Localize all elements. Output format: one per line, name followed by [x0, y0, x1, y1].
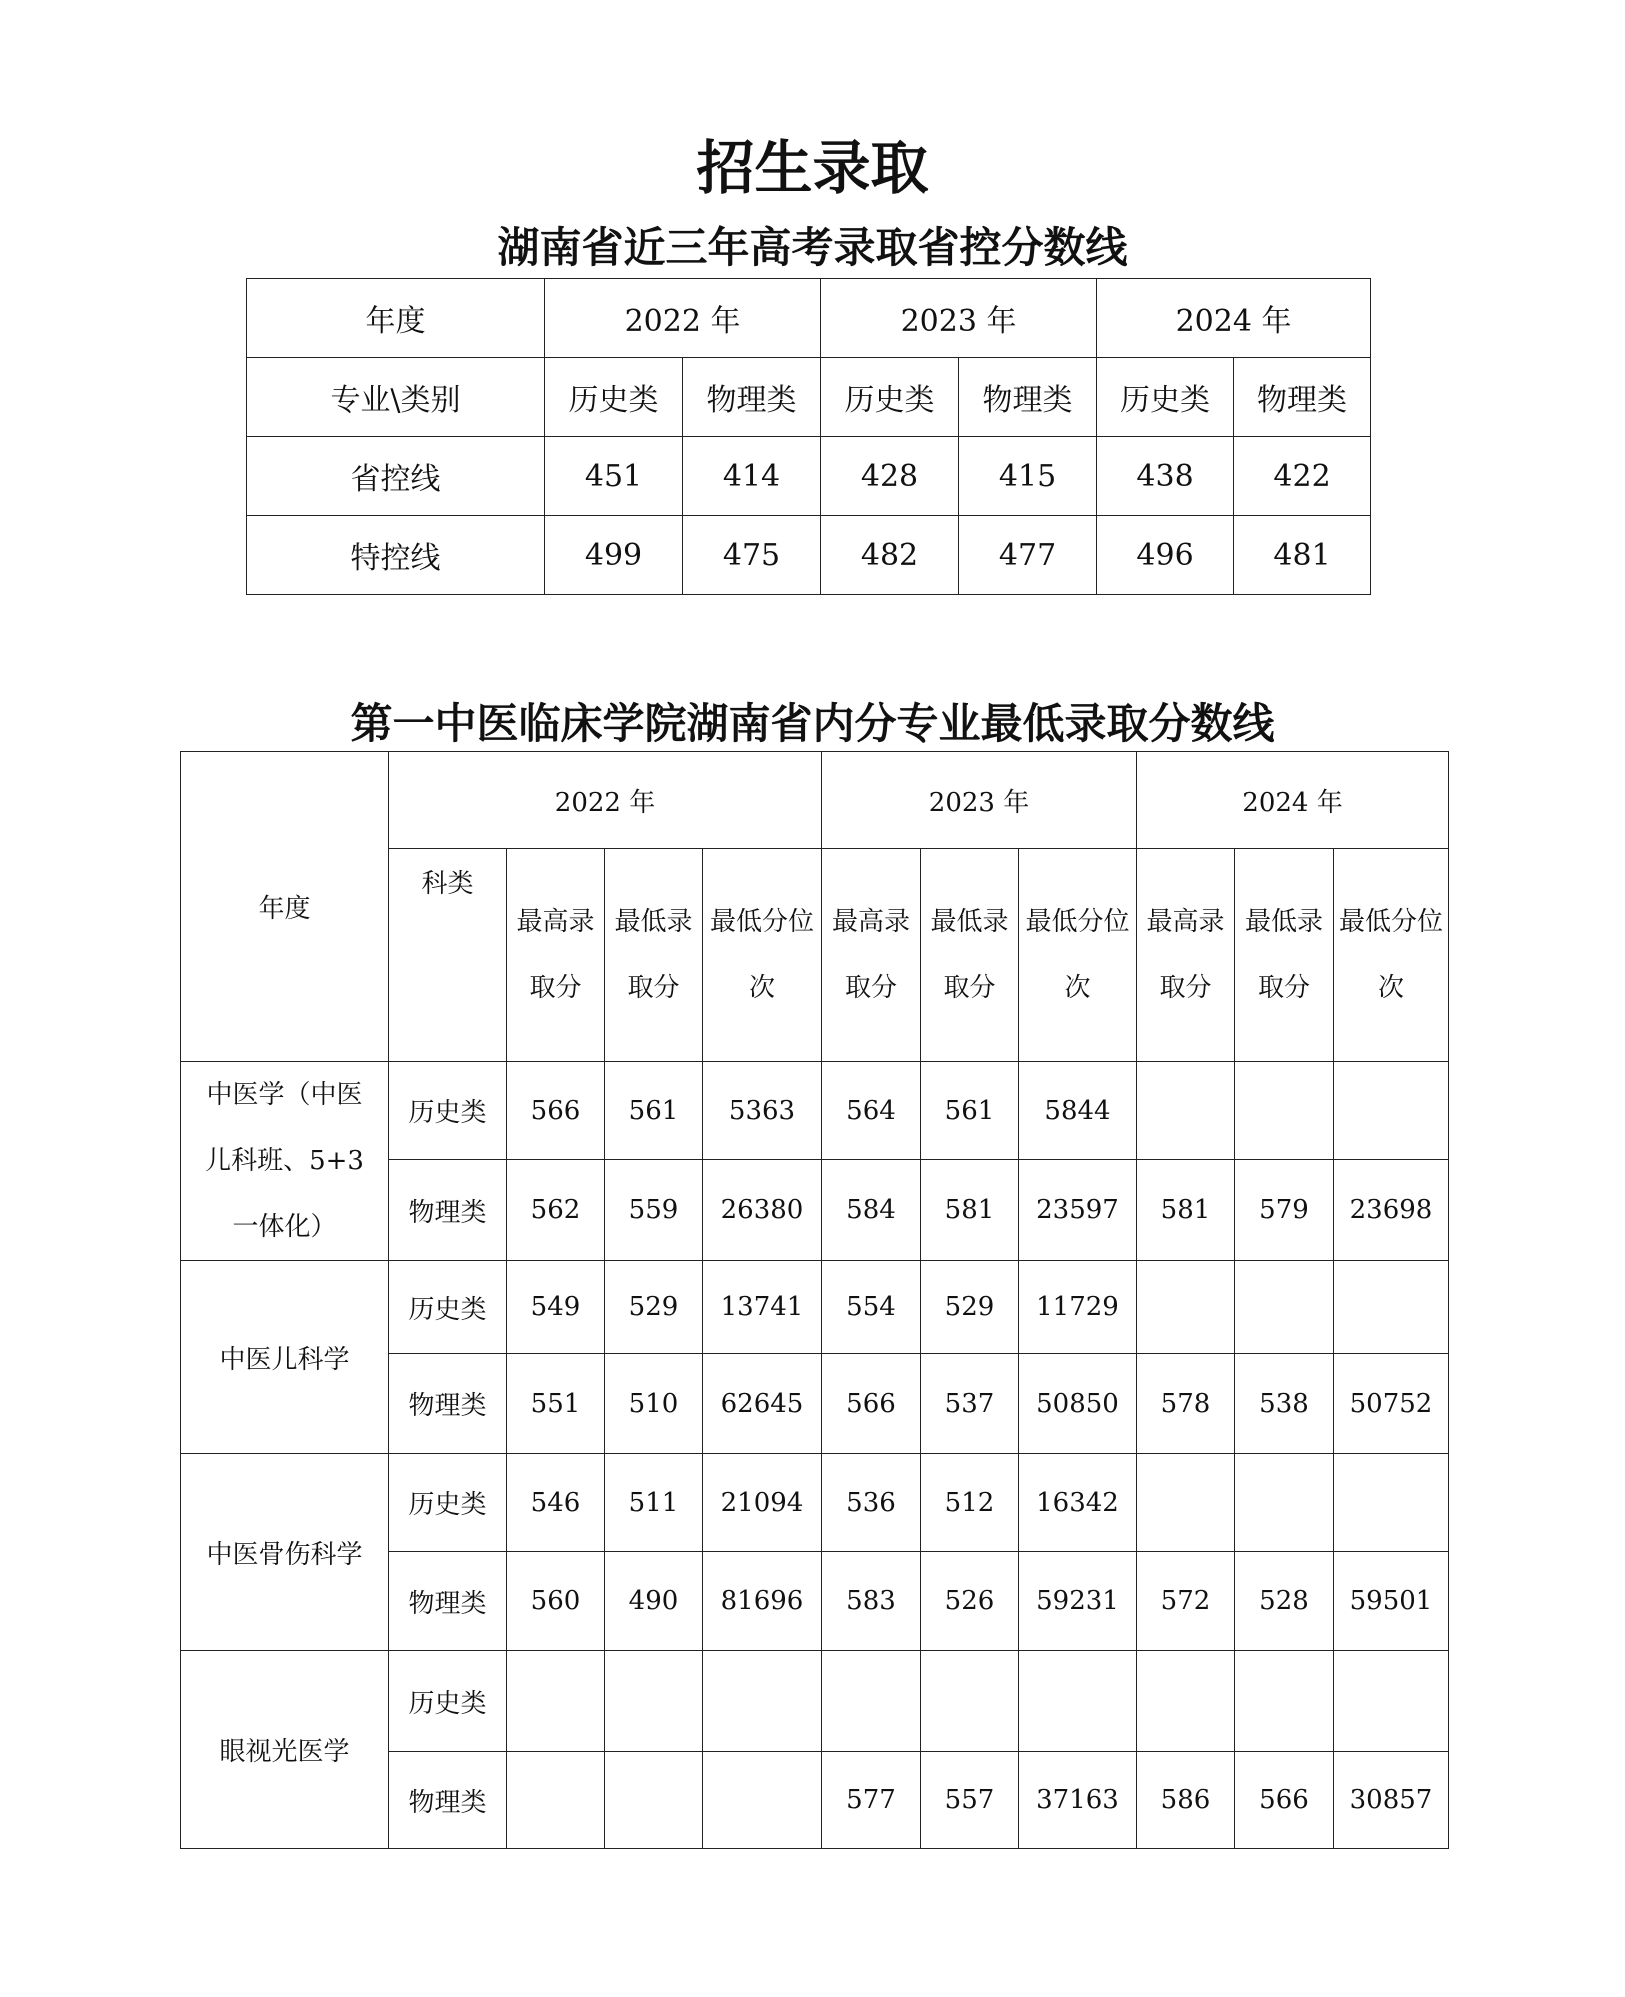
table-cell: 586 [1137, 1752, 1235, 1849]
category-header-cell: 历史类 [821, 358, 959, 437]
table-cell: 528 [1235, 1552, 1334, 1651]
table-cell [1334, 1454, 1449, 1552]
table-cell [507, 1752, 605, 1849]
table-cell: 538 [1235, 1354, 1334, 1454]
table-row [181, 1062, 1449, 1160]
table-cell [1235, 1062, 1334, 1160]
major-name-cell: 眼视光医学 [181, 1651, 389, 1849]
table-cell: 11729 [1019, 1261, 1137, 1354]
table-cell: 551 [507, 1354, 605, 1454]
column-header-cell: 最低分位次 [703, 849, 822, 1062]
table-cell: 50850 [1019, 1354, 1137, 1454]
table-cell [507, 1651, 605, 1752]
table-cell [921, 1651, 1019, 1752]
table-cell: 566 [1235, 1752, 1334, 1849]
table-cell: 577 [822, 1752, 921, 1849]
table-cell: 37163 [1019, 1752, 1137, 1849]
column-header-cell: 最低分位次 [1334, 849, 1449, 1062]
table-cell: 511 [605, 1454, 703, 1552]
table-cell [1137, 1454, 1235, 1552]
table-cell: 438 [1097, 437, 1234, 516]
table-cell: 584 [822, 1160, 921, 1261]
table-cell: 50752 [1334, 1354, 1449, 1454]
table-cell: 560 [507, 1552, 605, 1651]
table-cell: 451 [545, 437, 683, 516]
category-header-cell: 物理类 [683, 358, 821, 437]
table-cell: 512 [921, 1454, 1019, 1552]
table-cell: 572 [1137, 1552, 1235, 1651]
category-cell: 物理类 [389, 1752, 507, 1849]
table-cell [1334, 1062, 1449, 1160]
major-name-cell: 中医儿科学 [181, 1261, 389, 1454]
header-label-cell: 年度 [181, 752, 389, 1062]
table-cell [1334, 1651, 1449, 1752]
table-cell: 5844 [1019, 1062, 1137, 1160]
table-cell: 415 [959, 437, 1097, 516]
column-header-cell: 最高录取分 [1137, 849, 1235, 1062]
category-cell: 物理类 [389, 1354, 507, 1454]
table2-title: 第一中医临床学院湖南省内分专业最低录取分数线 [350, 699, 1275, 748]
table-cell: 414 [683, 437, 821, 516]
table-cell: 30857 [1334, 1752, 1449, 1849]
table1-title: 湖南省近三年高考录取省控分数线 [497, 223, 1128, 272]
column-header-cell: 最高录取分 [507, 849, 605, 1062]
row-label-cell: 省控线 [247, 437, 545, 516]
year-header-cell: 2024 年 [1097, 279, 1371, 358]
table-cell: 559 [605, 1160, 703, 1261]
major-name-cell: 中医学（中医儿科班、5+3一体化） [181, 1062, 389, 1261]
table-cell: 490 [605, 1552, 703, 1651]
table-cell: 428 [821, 437, 959, 516]
table-cell [605, 1752, 703, 1849]
category-header-cell: 物理类 [1234, 358, 1371, 437]
subheader-label-cell: 专业\类别 [247, 358, 545, 437]
table-cell: 475 [683, 516, 821, 595]
table-cell: 562 [507, 1160, 605, 1261]
table-cell: 477 [959, 516, 1097, 595]
table-cell: 581 [921, 1160, 1019, 1261]
header-label-cell: 年度 [247, 279, 545, 358]
table-cell: 23597 [1019, 1160, 1137, 1261]
category-cell: 历史类 [389, 1062, 507, 1160]
table-cell [822, 1651, 921, 1752]
table-cell [1235, 1261, 1334, 1354]
table-cell: 526 [921, 1552, 1019, 1651]
table-cell: 566 [507, 1062, 605, 1160]
page-title: 招生录取 [696, 134, 929, 202]
table-row [247, 279, 1371, 358]
year-header-cell: 2023 年 [821, 279, 1097, 358]
table-cell: 5363 [703, 1062, 822, 1160]
major-name-cell: 中医骨伤科学 [181, 1454, 389, 1651]
table-cell: 564 [822, 1062, 921, 1160]
table-cell: 510 [605, 1354, 703, 1454]
table-cell [1137, 1062, 1235, 1160]
table-cell: 557 [921, 1752, 1019, 1849]
table-cell [1019, 1651, 1137, 1752]
table-cell: 13741 [703, 1261, 822, 1354]
category-header-cell: 历史类 [545, 358, 683, 437]
table-row [181, 1651, 1449, 1752]
table-row [247, 358, 1371, 437]
year-header-cell: 2022 年 [389, 752, 822, 849]
table-cell: 561 [605, 1062, 703, 1160]
table-cell: 537 [921, 1354, 1019, 1454]
provincial-control-line-table [246, 278, 1371, 595]
table-row [247, 437, 1371, 516]
table-cell: 536 [822, 1454, 921, 1552]
table-row [181, 1454, 1449, 1552]
table-cell [1137, 1261, 1235, 1354]
table-cell: 554 [822, 1261, 921, 1354]
table-cell: 21094 [703, 1454, 822, 1552]
year-header-cell: 2024 年 [1137, 752, 1449, 849]
table-cell: 579 [1235, 1160, 1334, 1261]
category-cell: 历史类 [389, 1454, 507, 1552]
table-row [181, 752, 1449, 849]
table-cell: 16342 [1019, 1454, 1137, 1552]
table-cell [1235, 1454, 1334, 1552]
table-cell: 81696 [703, 1552, 822, 1651]
column-header-cell: 最低录取分 [1235, 849, 1334, 1062]
table-cell: 529 [921, 1261, 1019, 1354]
column-header-cell: 最高录取分 [822, 849, 921, 1062]
table-cell: 529 [605, 1261, 703, 1354]
category-cell: 历史类 [389, 1261, 507, 1354]
category-cell: 物理类 [389, 1552, 507, 1651]
table-cell: 481 [1234, 516, 1371, 595]
category-cell: 历史类 [389, 1651, 507, 1752]
column-header-cell: 最低分位次 [1019, 849, 1137, 1062]
table-cell: 59501 [1334, 1552, 1449, 1651]
table-cell: 561 [921, 1062, 1019, 1160]
table-cell: 422 [1234, 437, 1371, 516]
table-cell: 496 [1097, 516, 1234, 595]
table-cell: 26380 [703, 1160, 822, 1261]
row-label-cell: 特控线 [247, 516, 545, 595]
major-admission-score-table [180, 751, 1449, 1849]
year-header-cell: 2022 年 [545, 279, 821, 358]
table-cell [703, 1752, 822, 1849]
table-cell: 583 [822, 1552, 921, 1651]
table-cell: 59231 [1019, 1552, 1137, 1651]
category-cell: 物理类 [389, 1160, 507, 1261]
table-row [181, 1261, 1449, 1354]
table-cell: 23698 [1334, 1160, 1449, 1261]
table-cell: 62645 [703, 1354, 822, 1454]
table-cell [1334, 1261, 1449, 1354]
table-cell: 499 [545, 516, 683, 595]
table-cell: 482 [821, 516, 959, 595]
table-cell [605, 1651, 703, 1752]
column-header-cell: 最低录取分 [605, 849, 703, 1062]
category-header-cell: 科类 [389, 849, 507, 1062]
category-header-cell: 历史类 [1097, 358, 1234, 437]
table-cell: 578 [1137, 1354, 1235, 1454]
table-cell: 566 [822, 1354, 921, 1454]
table-cell [1235, 1651, 1334, 1752]
table-row [247, 516, 1371, 595]
table-cell: 581 [1137, 1160, 1235, 1261]
category-header-cell: 物理类 [959, 358, 1097, 437]
table-cell [703, 1651, 822, 1752]
column-header-cell: 最低录取分 [921, 849, 1019, 1062]
table-cell [1137, 1651, 1235, 1752]
table-cell: 549 [507, 1261, 605, 1354]
year-header-cell: 2023 年 [822, 752, 1137, 849]
table-cell: 546 [507, 1454, 605, 1552]
